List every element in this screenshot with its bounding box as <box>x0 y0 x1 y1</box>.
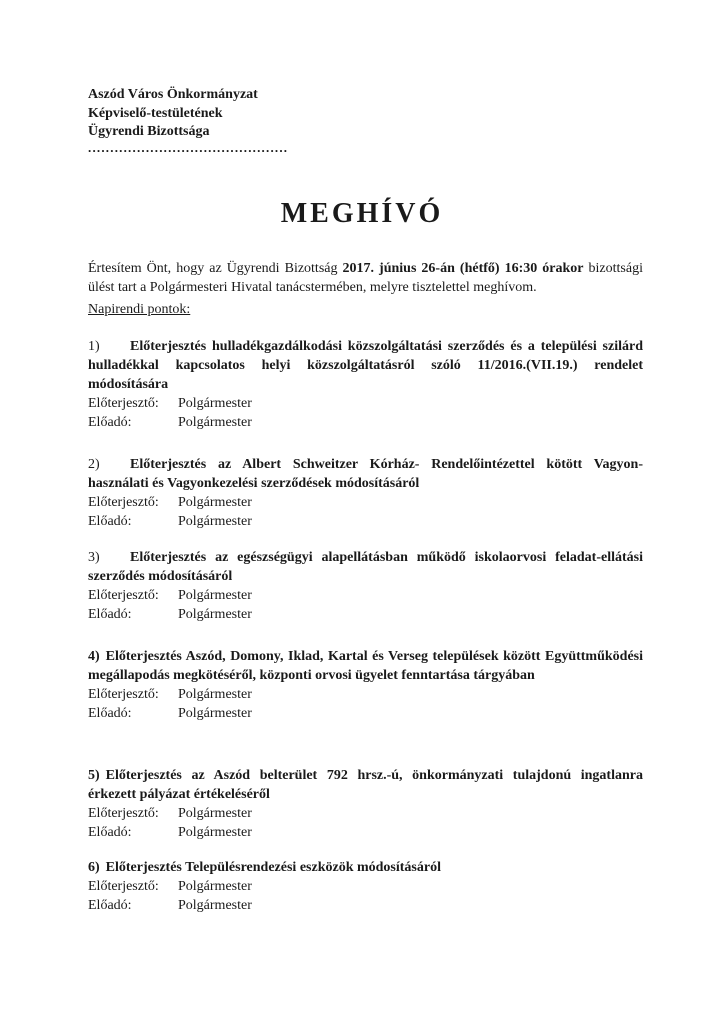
presenter-row: Előterjesztő: Polgármester <box>88 879 252 894</box>
speaker-row: Előadó: Polgármester <box>88 825 252 840</box>
agenda-item-number: 4) <box>88 649 100 664</box>
agenda-item <box>88 766 643 842</box>
agenda-item-title: 6) Előterjesztés Településrendezési eszközök módosításáról <box>88 860 441 875</box>
intro-paragraph <box>88 259 643 297</box>
agenda-item <box>88 455 643 531</box>
agenda-item <box>88 548 643 624</box>
agenda-item-number: 5) <box>88 768 100 783</box>
agenda-item-number: 1) <box>88 339 100 354</box>
agenda-item-title: 3) Előterjesztés az egészségügyi alapellátásban működő iskolaorvosi feladat-ellátási szerződés módosításáról <box>88 550 643 584</box>
agenda-item-number: 2) <box>88 457 100 472</box>
agenda-item <box>88 337 643 432</box>
agenda-item-number: 3) <box>88 550 100 565</box>
intro-text-after: bizottsági ülést tart a Polgármesteri Hivatal tanácstermében, melyre tisztelettel meghívom. <box>88 261 643 295</box>
presenter-row: Előterjesztő: Polgármester <box>88 396 252 411</box>
sender-line-3: Ügyrendi Bizottsága <box>88 124 210 139</box>
agenda-label: Napirendi pontok: <box>88 302 191 317</box>
agenda-item-title: 5) Előterjesztés az Aszód belterület 792 hrsz.-ú, önkormányzati tulajdonú ingatlanra érkezett pályázat értékeléséről <box>88 768 643 802</box>
speaker-row: Előadó: Polgármester <box>88 514 252 529</box>
intro-time: 16:30 órakor <box>504 261 584 276</box>
agenda-item-number: 6) <box>88 860 100 875</box>
agenda-item-title: 1) Előterjesztés hulladékgazdálkodási közszolgáltatási szerződés és a települési szilárd hulladékkal kapcsolatos helyi közszolgáltatásról szóló 11/2016.(VII.19.) rendelet módosítására <box>88 339 643 392</box>
speaker-row: Előadó: Polgármester <box>88 706 252 721</box>
sender-block <box>88 86 258 142</box>
speaker-row: Előadó: Polgármester <box>88 415 252 430</box>
agenda-item-title: 2) Előterjesztés az Albert Schweitzer Kórház- Rendelőintézettel kötött Vagyon-használati és Vagyonkezelési szerződések módosításáról <box>88 457 643 491</box>
speaker-row: Előadó: Polgármester <box>88 898 252 913</box>
sender-line-2: Képviselő-testületének <box>88 105 223 121</box>
agenda-item <box>88 647 643 723</box>
presenter-row: Előterjesztő: Polgármester <box>88 806 252 821</box>
speaker-row: Előadó: Polgármester <box>88 607 252 622</box>
presenter-row: Előterjesztő: Polgármester <box>88 687 252 702</box>
presenter-row: Előterjesztő: Polgármester <box>88 495 252 510</box>
agenda-item-title: 4) Előterjesztés Aszód, Domony, Iklad, Kartal és Verseg települések között Együttműködési megállapodás megkötéséről, központi orvosi ügyelet fenntartása tárgyában <box>88 649 643 683</box>
agenda-item <box>88 858 643 915</box>
sender-line-1: Aszód Város Önkormányzat <box>88 87 258 102</box>
sender-dotted-line: ............................................. <box>88 140 289 155</box>
document-title: MEGHÍVÓ <box>280 198 444 229</box>
presenter-row: Előterjesztő: Polgármester <box>88 588 252 603</box>
intro-text-before: Értesítem Önt, hogy az Ügyrendi Bizottság <box>88 261 343 276</box>
intro-date: 2017. június 26-án (hétfő) <box>342 261 500 276</box>
